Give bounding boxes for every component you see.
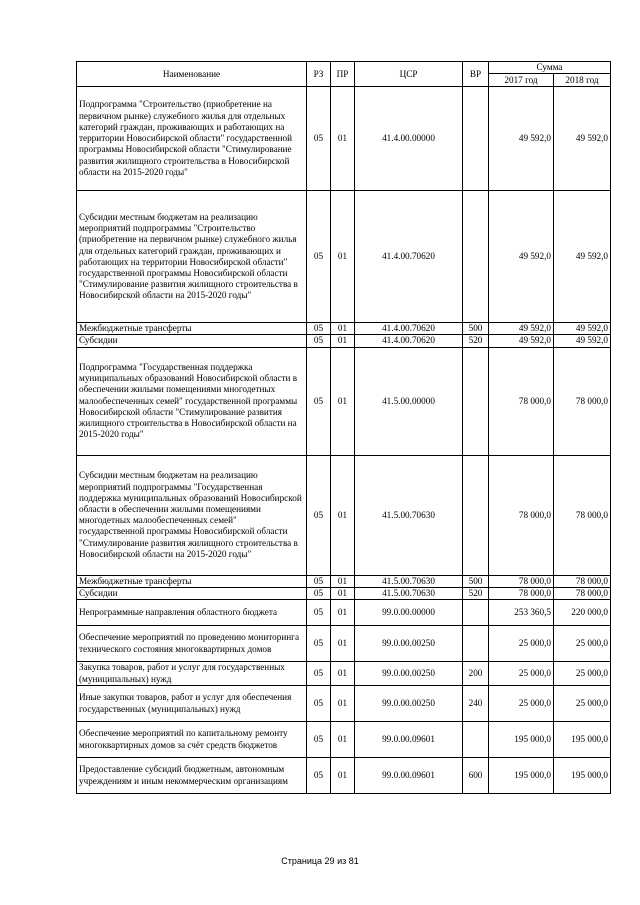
- row-sum-2018: 49 592,0: [554, 323, 611, 335]
- row-name: Обеспечение мероприятий по капитальному ремонту многоквартирных домов за счёт средств бюджетов: [77, 722, 307, 758]
- row-csr: 41.4.00.70620: [355, 335, 463, 347]
- table-row: [77, 587, 611, 599]
- row-sum-2017: 253 360,5: [489, 600, 554, 626]
- row-rz: 05: [307, 722, 331, 758]
- row-pr: 01: [331, 600, 355, 626]
- row-csr: 99.0.00.00000: [355, 600, 463, 626]
- row-pr: 01: [331, 191, 355, 323]
- row-sum-2018: 25 000,0: [554, 662, 611, 686]
- row-name: Межбюджетные трансферты: [77, 323, 307, 335]
- row-sum-2017: 49 592,0: [489, 335, 554, 347]
- row-vr: [463, 347, 489, 455]
- row-vr: 520: [463, 335, 489, 347]
- row-vr: [463, 600, 489, 626]
- row-name: Подпрограмма "Строительство (приобретение на первичном рынке) служебного жилья для отдельных категорий граждан, проживающих и работающих на территории Новосибирской области" государственной программы Новосибирской области "Стимулирование развития жилищного строительства в Новосибирской области на 2015-2020 годы": [77, 87, 307, 191]
- row-name: Непрограммные направления областного бюджета: [77, 600, 307, 626]
- row-name: Обеспечение мероприятий по проведению мониторинга технического состояния многоквартирных домов: [77, 626, 307, 662]
- table-row: [77, 626, 611, 662]
- table-row: [77, 335, 611, 347]
- row-name: Закупка товаров, работ и услуг для государственных (муниципальных) нужд: [77, 662, 307, 686]
- row-rz: 05: [307, 335, 331, 347]
- row-csr: 99.0.00.00250: [355, 662, 463, 686]
- table-row: [77, 455, 611, 575]
- header-name: Наименование: [77, 62, 307, 87]
- row-sum-2018: 78 000,0: [554, 455, 611, 575]
- row-csr: 99.0.00.00250: [355, 626, 463, 662]
- row-pr: 01: [331, 575, 355, 587]
- row-sum-2018: 25 000,0: [554, 626, 611, 662]
- table-row: [77, 323, 611, 335]
- row-sum-2017: 78 000,0: [489, 455, 554, 575]
- table-row: [77, 347, 611, 455]
- row-sum-2018: 78 000,0: [554, 347, 611, 455]
- row-csr: 41.5.00.00000: [355, 347, 463, 455]
- row-sum-2017: 78 000,0: [489, 347, 554, 455]
- row-sum-2018: 78 000,0: [554, 587, 611, 599]
- header-rz: РЗ: [307, 62, 331, 87]
- table-row: [77, 686, 611, 722]
- row-vr: [463, 455, 489, 575]
- row-vr: 240: [463, 686, 489, 722]
- row-csr: 41.4.00.70620: [355, 191, 463, 323]
- table-row: [77, 191, 611, 323]
- row-rz: 05: [307, 191, 331, 323]
- table-row: [77, 575, 611, 587]
- row-rz: 05: [307, 686, 331, 722]
- row-vr: 200: [463, 662, 489, 686]
- row-csr: 41.5.00.70630: [355, 575, 463, 587]
- table-row: [77, 662, 611, 686]
- row-vr: 520: [463, 587, 489, 599]
- row-sum-2018: 195 000,0: [554, 758, 611, 794]
- row-rz: 05: [307, 662, 331, 686]
- row-vr: [463, 191, 489, 323]
- row-name: Предоставление субсидий бюджетным, автономным учреждениям и иным некоммерческим организациям: [77, 758, 307, 794]
- row-pr: 01: [331, 335, 355, 347]
- row-sum-2017: 49 592,0: [489, 191, 554, 323]
- header-pr: ПР: [331, 62, 355, 87]
- header-csr: ЦСР: [355, 62, 463, 87]
- table-row: [77, 758, 611, 794]
- table-row: [77, 87, 611, 191]
- row-rz: 05: [307, 347, 331, 455]
- row-vr: [463, 626, 489, 662]
- row-pr: 01: [331, 587, 355, 599]
- row-name: Межбюджетные трансферты: [77, 575, 307, 587]
- row-pr: 01: [331, 686, 355, 722]
- row-rz: 05: [307, 455, 331, 575]
- row-sum-2018: 195 000,0: [554, 722, 611, 758]
- table-row: [77, 722, 611, 758]
- row-pr: 01: [331, 758, 355, 794]
- row-sum-2017: 49 592,0: [489, 323, 554, 335]
- row-csr: 41.4.00.00000: [355, 87, 463, 191]
- row-rz: 05: [307, 600, 331, 626]
- row-name: Субсидии местным бюджетам на реализацию мероприятий подпрограммы "Строительство (приобретение на первичном рынке) служебного жилья для отдельных категорий граждан, проживающих и работающих на территории Новосибирской области" государственной программы Новосибирской области "Стимулирование развития жилищного строительства в Новосибирской области на 2015-2020 годы": [77, 191, 307, 323]
- row-vr: 600: [463, 758, 489, 794]
- row-rz: 05: [307, 758, 331, 794]
- row-rz: 05: [307, 575, 331, 587]
- header-vr: ВР: [463, 62, 489, 87]
- row-sum-2018: 49 592,0: [554, 87, 611, 191]
- row-pr: 01: [331, 626, 355, 662]
- row-name: Субсидии: [77, 587, 307, 599]
- row-csr: 41.4.00.70620: [355, 323, 463, 335]
- row-sum-2017: 78 000,0: [489, 587, 554, 599]
- row-rz: 05: [307, 87, 331, 191]
- row-sum-2017: 195 000,0: [489, 722, 554, 758]
- header-2018: 2018 год: [554, 74, 611, 87]
- row-vr: [463, 87, 489, 191]
- row-name: Подпрограмма "Государственная поддержка муниципальных образований Новосибирской области в обеспечении жилыми помещениями многодетных малообеспеченных семей" государственной программы Новосибирской области "Стимулирование развития жилищного строительства в Новосибирской области на 2015-2020 годы": [77, 347, 307, 455]
- row-pr: 01: [331, 455, 355, 575]
- page-number: Страница 29 из 81: [281, 856, 359, 866]
- row-csr: 99.0.00.00250: [355, 686, 463, 722]
- header-2017: 2017 год: [489, 74, 554, 87]
- budget-table: [76, 61, 611, 794]
- row-sum-2018: 25 000,0: [554, 686, 611, 722]
- row-pr: 01: [331, 87, 355, 191]
- row-sum-2017: 195 000,0: [489, 758, 554, 794]
- row-sum-2017: 25 000,0: [489, 662, 554, 686]
- row-vr: 500: [463, 323, 489, 335]
- row-vr: [463, 722, 489, 758]
- row-rz: 05: [307, 587, 331, 599]
- row-csr: 41.5.00.70630: [355, 455, 463, 575]
- row-pr: 01: [331, 347, 355, 455]
- row-pr: 01: [331, 323, 355, 335]
- row-rz: 05: [307, 626, 331, 662]
- row-rz: 05: [307, 323, 331, 335]
- table-row: [77, 600, 611, 626]
- row-pr: 01: [331, 722, 355, 758]
- row-sum-2018: 49 592,0: [554, 335, 611, 347]
- row-sum-2018: 220 000,0: [554, 600, 611, 626]
- row-name: Субсидии: [77, 335, 307, 347]
- row-sum-2018: 78 000,0: [554, 575, 611, 587]
- row-sum-2017: 25 000,0: [489, 626, 554, 662]
- row-name: Субсидии местным бюджетам на реализацию мероприятий подпрограммы "Государственная поддержка муниципальных образований Новосибирской области в обеспечении жилыми помещениями многодетных малообеспеченных семей" государственной программы Новосибирской области "Стимулирование развития жилищного строительства в Новосибирской области на 2015-2020 годы": [77, 455, 307, 575]
- row-vr: 500: [463, 575, 489, 587]
- row-sum-2017: 78 000,0: [489, 575, 554, 587]
- header-sum: Сумма: [489, 62, 611, 74]
- row-pr: 01: [331, 662, 355, 686]
- row-csr: 99.0.00.09601: [355, 758, 463, 794]
- row-sum-2017: 25 000,0: [489, 686, 554, 722]
- row-name: Иные закупки товаров, работ и услуг для обеспечения государственных (муниципальных) нужд: [77, 686, 307, 722]
- row-sum-2017: 49 592,0: [489, 87, 554, 191]
- row-sum-2018: 49 592,0: [554, 191, 611, 323]
- row-csr: 41.5.00.70630: [355, 587, 463, 599]
- row-csr: 99.0.00.09601: [355, 722, 463, 758]
